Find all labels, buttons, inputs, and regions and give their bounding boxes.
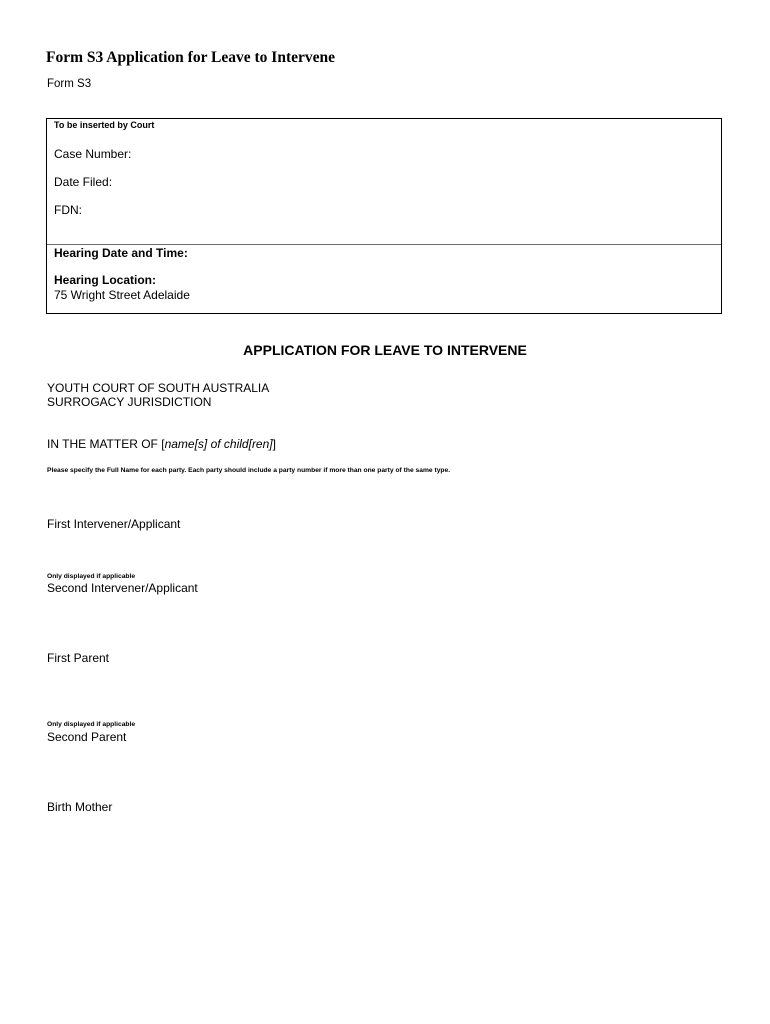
- second-intervener-label: Second Intervener/Applicant: [47, 581, 198, 595]
- second-parent-note: Only displayed if applicable: [47, 721, 136, 728]
- form-code: Form S3: [47, 78, 92, 90]
- matter-line: [47, 437, 276, 451]
- court-use-box: [46, 118, 722, 314]
- court-name-line2: SURROGACY JURISDICTION: [47, 395, 212, 409]
- matter-prefix: IN THE MATTER OF [: [47, 437, 165, 451]
- party-instruction: Please specify the Full Name for each party. Each party should include a party number if more than one party of the same type.: [47, 467, 451, 474]
- court-box-heading: To be inserted by Court: [54, 120, 155, 130]
- first-parent-label: First Parent: [47, 651, 110, 665]
- date-filed-label: Date Filed:: [54, 175, 113, 189]
- hearing-location-value: 75 Wright Street Adelaide: [54, 288, 190, 302]
- matter-suffix: ]: [272, 437, 276, 451]
- hearing-date-label: Hearing Date and Time:: [54, 246, 188, 260]
- second-parent-label: Second Parent: [47, 730, 127, 744]
- first-intervener-label: First Intervener/Applicant: [47, 517, 181, 531]
- birth-mother-label: Birth Mother: [47, 800, 113, 814]
- court-name-line1: YOUTH COURT OF SOUTH AUSTRALIA: [47, 381, 270, 395]
- hearing-location-label: Hearing Location:: [54, 273, 157, 287]
- court-box-divider: [47, 244, 721, 245]
- form-title: Form S3 Application for Leave to Intervene: [46, 49, 336, 66]
- second-intervener-note: Only displayed if applicable: [47, 573, 136, 580]
- matter-placeholder: name[s] of child[ren]: [164, 437, 273, 451]
- fdn-label: FDN:: [54, 203, 82, 217]
- case-number-label: Case Number:: [54, 147, 132, 161]
- application-heading: APPLICATION FOR LEAVE TO INTERVENE: [243, 342, 527, 358]
